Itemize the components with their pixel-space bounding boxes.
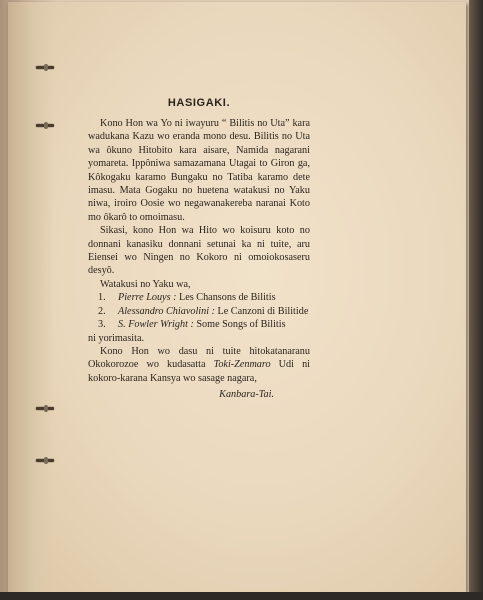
binding-stitch (36, 66, 54, 69)
signature: Kanbara-Tai. (219, 389, 274, 401)
page-gutter (8, 2, 54, 592)
list-work: Some Songs of Bilitis (196, 319, 286, 331)
binding-stitch (36, 124, 54, 127)
list-work: Le Canzoni di Bilitide (217, 305, 309, 317)
after-list-text: ni yorimasita. (88, 332, 145, 344)
paragraph-closing (88, 345, 310, 385)
list-item (88, 318, 310, 331)
list-author: S. Fowler Wright : (118, 319, 194, 331)
page-right-edge (469, 0, 483, 600)
list-author: Pierre Louys : (118, 292, 177, 304)
page-bottom-edge (0, 592, 483, 600)
list-work: Les Chansons de Bilitis (179, 292, 276, 304)
list-item (88, 305, 310, 318)
binding-stitch (36, 459, 54, 462)
list-number: 2. (98, 305, 106, 317)
list-author: Alessandro Chiavolini : (118, 305, 215, 317)
closing-name: Toki-Zenmaro (213, 359, 271, 371)
list-item (88, 291, 310, 304)
page-title: HASIGAKI. (167, 97, 231, 109)
binding-stitch (36, 407, 54, 410)
preface-body (88, 117, 310, 402)
closing-text-post: Udi ni kokoro-karana Kansya wo sasage nagara, (88, 359, 310, 384)
list-number: 1. (98, 292, 106, 304)
closing-text-pre: Kono Hon wo dasu ni tuite hitokatanaranu Okokorozoe wo kudasatta (88, 345, 310, 371)
paragraph-translations-intro: Watakusi no Yaku wa, (100, 278, 191, 290)
translations-list (88, 291, 310, 331)
paragraph-intro: Kono Hon wa Yo ni iwayuru “ Bilitis no Uta” kara wadukana Kazu wo eranda mono desu. Bilitis no Uta wa ôkuno Hitobito kara aisare, Namida nagarani yomareta. Ippôniwa samazamana Utagai to Giron ga, Kôkogaku karamo Bungaku no Tatiba karamo dete imasu. Mata Gogaku no huetena watakusi no Yaku niwa, iroiro Oosie wo negawanakereba naranai Koto mo ôkarô to omoimasu. (88, 118, 310, 223)
paragraph-sikasi: Sikasi, kono Hon wa Hito wo koisuru koto no donnani kanasiku donnani setunai ka ni tuite, aru Eiensei wo Ningen no Kokoro ni omoiokosaseru desyô. (88, 225, 310, 277)
list-number: 3. (98, 319, 106, 331)
